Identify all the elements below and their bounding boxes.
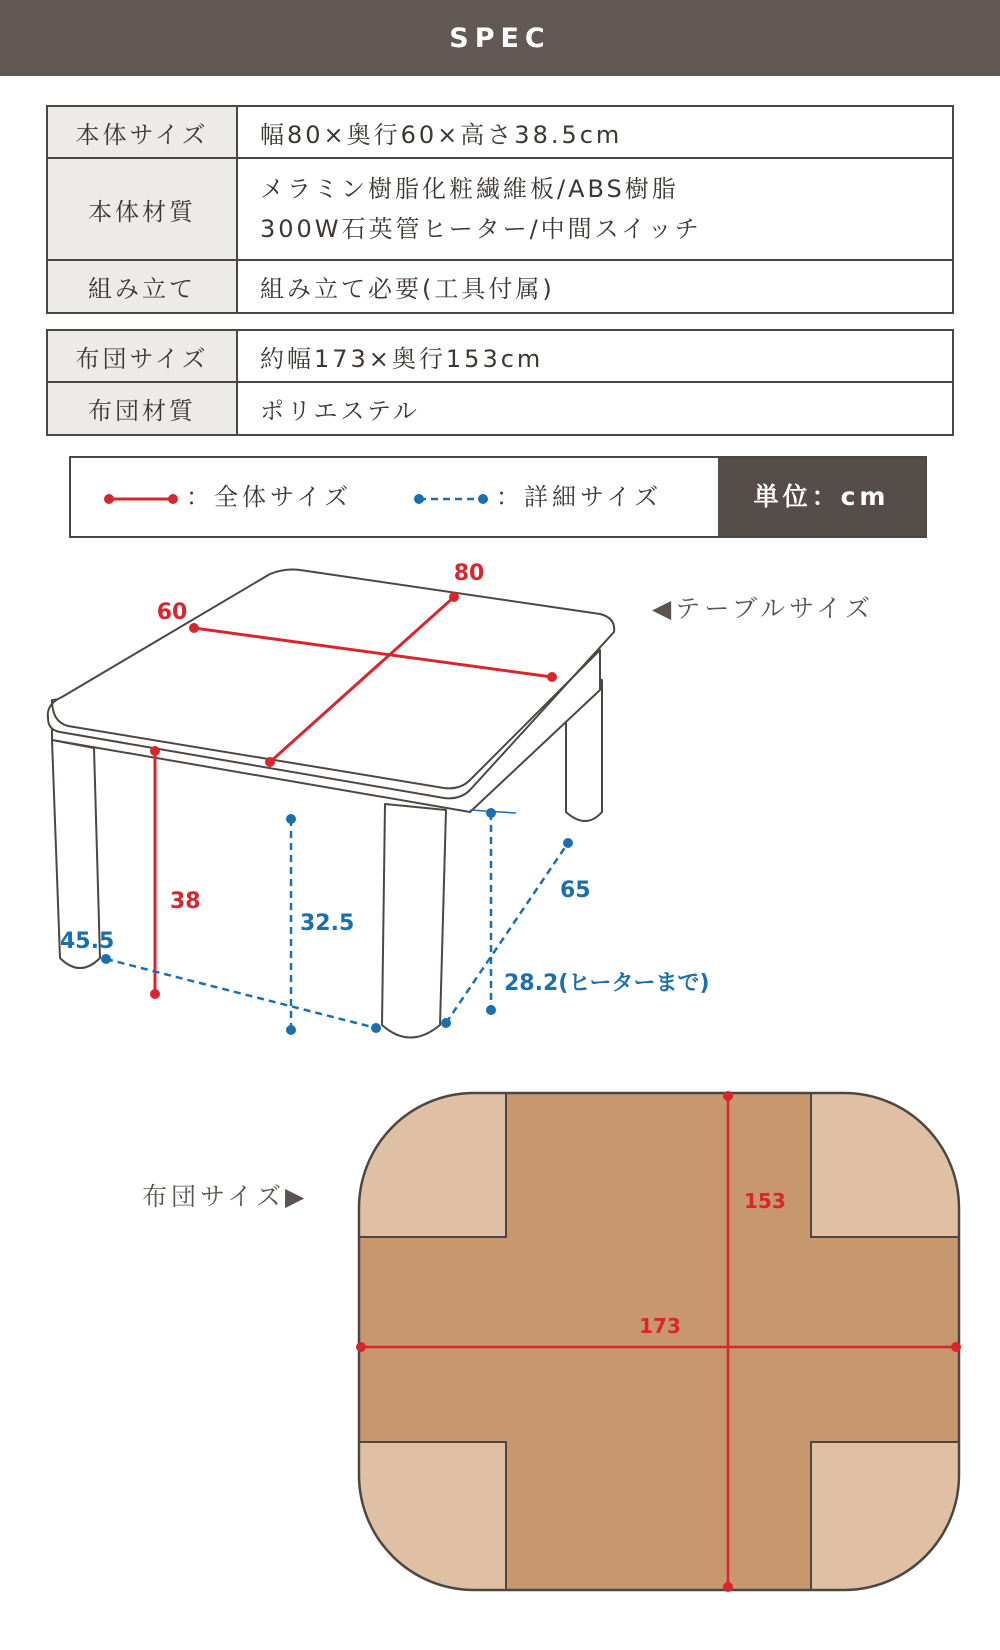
spec-label-futon-material: 布団材質: [47, 382, 237, 435]
legend-overall-label: ：全体サイズ: [186, 483, 353, 511]
futon-size-caption: 布団サイズ▶: [142, 1182, 309, 1211]
futon-corner-top-left: [359, 1093, 506, 1237]
side-span-value-label: 65: [560, 878, 591, 903]
spec-header-bar: [0, 0, 1000, 76]
spec-title: SPEC: [449, 23, 551, 54]
futon-depth-value-label: 153: [744, 1189, 786, 1213]
table-size-diagram: [0, 550, 1000, 1070]
spec-value-futon-size: 約幅173×奥行153cm: [237, 330, 953, 382]
spec-label-assembly: 組み立て: [47, 260, 237, 313]
spec-row-assembly: [47, 260, 953, 313]
leg-span-line: [106, 959, 376, 1028]
width-value-label: 80: [453, 561, 485, 586]
body-spec-table: [46, 105, 954, 314]
spec-row-futon-size: [47, 330, 953, 382]
front-right-leg: [382, 804, 446, 1038]
spec-value-body-size: 幅80×奥行60×高さ38.5cm: [237, 106, 953, 158]
side-span-line: [446, 843, 568, 1023]
spec-value-assembly: 組み立て必要(工具付属): [237, 260, 953, 313]
spec-row-body-material: [47, 158, 953, 260]
inner-height-value-label: 32.5: [300, 911, 355, 936]
spec-row-body-size: [47, 106, 953, 158]
spec-label-futon-size: 布団サイズ: [47, 330, 237, 382]
futon-size-diagram: [0, 1080, 1000, 1640]
depth-value-label: 60: [156, 600, 188, 625]
futon-width-value-label: 173: [639, 1314, 681, 1338]
table-size-caption: ◀テーブルサイズ: [652, 594, 874, 623]
spec-label-body-material: 本体材質: [47, 158, 237, 260]
legend-unit-box: 単位：cm: [718, 458, 925, 536]
spec-value-futon-material: ポリエステル: [237, 382, 953, 435]
futon-corner-bottom-left: [359, 1442, 506, 1590]
futon-corner-top-right: [811, 1093, 959, 1237]
spec-value-body-material-line1: メラミン樹脂化粧繊維板/ABS樹脂: [260, 175, 679, 203]
spec-value-body-material: [237, 158, 953, 260]
spec-label-body-size: 本体サイズ: [47, 106, 237, 158]
heater-clearance-value-label: 28.2(ヒーターまで): [504, 971, 710, 996]
futon-corner-bottom-right: [811, 1442, 959, 1590]
futon-spec-table: [46, 329, 954, 436]
tabletop: [48, 570, 614, 799]
leg-span-value-label: 45.5: [60, 929, 115, 954]
height-value-label: 38: [170, 889, 201, 914]
spec-row-futon-material: [47, 382, 953, 435]
spec-value-body-material-line2: 300W石英管ヒーター/中間スイッチ: [260, 215, 702, 243]
dimension-legend: [69, 456, 927, 538]
legend-detail-label: ：詳細サイズ: [496, 483, 663, 511]
